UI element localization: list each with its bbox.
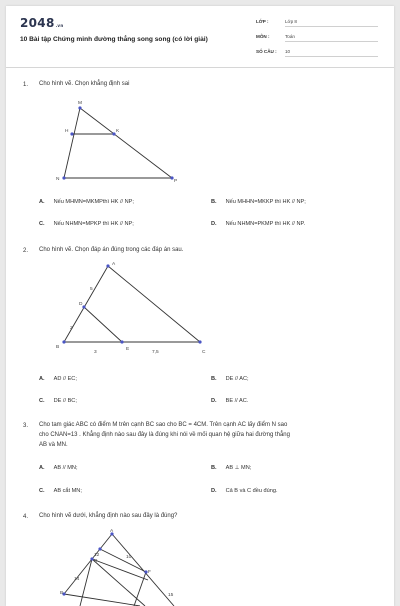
question-2-figure <box>50 258 210 358</box>
count-label: SỐ CÂU : <box>256 49 277 54</box>
question-2-option-a[interactable]: A. AD // EC; <box>39 376 77 382</box>
question-1-option-a[interactable]: A. Nếu MHMN=MKMPthì HK // NP; <box>39 199 134 205</box>
length-be-label: 3 <box>94 350 97 355</box>
point-f-label-q4: F <box>148 570 151 575</box>
question-1-figure <box>50 98 190 188</box>
question-3-option-c[interactable]: C. AB cắt MN; <box>39 488 82 494</box>
question-2-text: Cho hình vẽ. Chọn đáp án đúng trong các đáp án sau. <box>39 247 184 253</box>
document-page <box>6 6 394 606</box>
point-d-label: D <box>79 302 83 307</box>
point-m-label: M <box>78 101 82 106</box>
question-3-number: 3. <box>23 423 29 429</box>
class-label: LỚP : <box>256 19 269 24</box>
length-15-label: 15 <box>168 593 174 598</box>
question-3-text-line-1: Cho tam giác ABC có điểm M trên cạnh BC sao cho BC = 4CM. Trên cạnh AC lấy điểm N sao <box>39 422 288 428</box>
question-2-option-d[interactable]: D. BE // AC. <box>211 398 249 404</box>
point-b-label: B <box>56 345 60 350</box>
question-4-figure <box>50 528 200 606</box>
class-value: Lớp 8 <box>285 19 378 27</box>
question-1-option-b[interactable]: B. Nếu MHHN=MKKP thì HK // NP; <box>211 199 306 205</box>
question-3-option-a[interactable]: A. AB // MN; <box>39 465 78 471</box>
length-10-label: 10 <box>126 555 132 560</box>
subject-value: Toán <box>285 34 378 42</box>
document-title: 10 Bài tập Chứng minh đường thẳng song song (có lời giải) <box>20 36 208 43</box>
question-1-number: 1. <box>23 82 29 88</box>
question-3-text-line-3: AB và MN. <box>39 442 68 448</box>
point-c-label: C <box>202 350 206 355</box>
question-1-option-c[interactable]: C. Nếu NHMN=MPKP thì HK // NP; <box>39 221 134 227</box>
question-4-number: 4. <box>23 514 29 520</box>
point-h-label: H <box>65 129 69 134</box>
length-12-label: 12 <box>94 553 100 558</box>
question-4-text: Cho hình vẽ dưới, khẳng định nào sau đây là đúng? <box>39 513 178 519</box>
question-3-option-b[interactable]: B. AB ⊥ MN; <box>211 465 252 471</box>
question-2-option-c[interactable]: C. DE // BC; <box>39 398 77 404</box>
site-logo[interactable]: 2048.vn <box>20 16 64 30</box>
subject-label: MÔN : <box>256 34 270 39</box>
length-14-label: 14 <box>74 577 80 582</box>
point-k-label: K <box>116 129 120 134</box>
count-value: 10 <box>285 49 378 57</box>
question-1-text: Cho hình vẽ. Chọn khẳng định sai <box>39 81 130 87</box>
point-a-label: A <box>112 262 116 267</box>
question-2-option-b[interactable]: B. DE // AC; <box>211 376 249 382</box>
question-3-text-line-2: cho CNAN=13 . Khẳng định nào sau đây là đúng khi nói về mối quan hệ giữa hai đường thẳng <box>39 432 290 438</box>
length-ad-label: 5 <box>90 287 93 292</box>
question-2-number: 2. <box>23 248 29 254</box>
length-db-label: 2 <box>70 326 73 331</box>
point-a-label-q4: A <box>110 529 114 534</box>
point-p-label: P <box>174 179 178 184</box>
point-d-label-q4: D <box>94 559 98 564</box>
point-n-label: N <box>56 177 60 182</box>
point-b-label-q4: B <box>60 591 64 596</box>
length-ec-label: 7,5 <box>152 350 159 355</box>
question-3-option-d[interactable]: D. Cả B và C đều đúng. <box>211 488 278 494</box>
page-header <box>6 6 394 68</box>
point-e-label: E <box>126 347 130 352</box>
question-1-option-d[interactable]: D. Nếu NHMN=PKMP thì HK // NP. <box>211 221 306 227</box>
